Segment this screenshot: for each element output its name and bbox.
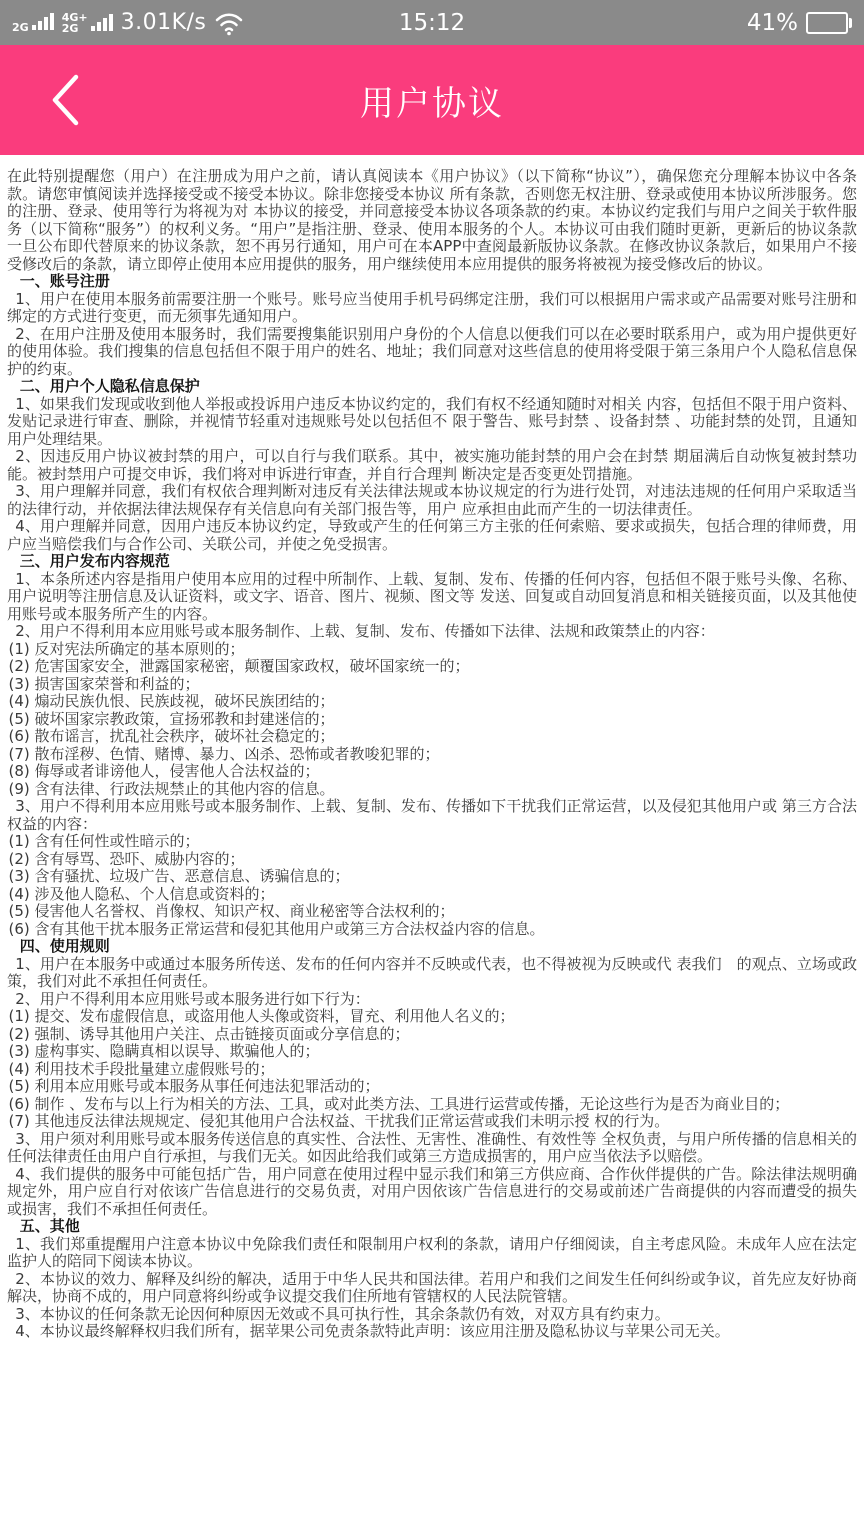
network-speed: 3.01K/s [120, 10, 207, 35]
agreement-para: 1、本条所述内容是指用户使用本应用的过程中所制作、上载、复制、发布、传播的任何内容，包括但不限于账号头像、名称、用户说明等注册信息及认证资料，或文字、语音、图片、视频、图文等 发送、回复或自动回复消息和相关链接页面，以及其他使用账号或本服务所产生的内容。 [7, 569, 857, 623]
agreement-para: 3、用户理解并同意，我们有权依合理判断对违反有关法律法规或本协议规定的行为进行处罚，对违法违规的任何用户采取适当的法律行动，并依据法律法规保存有关信息向有关部门报告等，用户 应承担由此而产生的一切法律责任。 [7, 482, 857, 518]
agreement-para: 1、用户在本服务中或通过本服务所传送、发布的任何内容并不反映或代表，也不得被视为反映或代 表我们 的观点、立场或政策，我们对此不承担任何责任。 [7, 954, 857, 990]
agreement-para: 1、我们郑重提醒用户注意本协议中免除我们责任和限制用户权利的条款，请用户仔细阅读，自主考虑风险。未成年人应在法定监护人的陪同下阅读本协议。 [7, 1234, 857, 1270]
agreement-item: (4) 涉及他人隐私、个人信息或资料的； [8, 884, 275, 903]
agreement-heading: 三、用户发布内容规范 [19, 552, 170, 570]
status-bar [0, 0, 864, 45]
agreement-item: (7) 散布淫秽、色情、赌博、暴力、凶杀、恐怖或者教唆犯罪的； [8, 744, 440, 763]
agreement-item: (4) 利用技术手段批量建立虚假账号的； [8, 1059, 275, 1078]
battery-percentage: 41% [746, 9, 798, 36]
clock: 15:12 [398, 9, 466, 36]
agreement-item: (8) 侮辱或者诽谤他人，侵害他人合法权益的； [8, 762, 320, 780]
page-title: 用户协议 [360, 83, 504, 124]
agreement-intro: 在此特别提醒您（用户）在注册成为用户之前，请认真阅读本《用户协议》（以下简称“协议”），确保您充分理解本协议中各条款。请您审慎阅读并选择接受或不接受本协议。除非您接受本协议 所有条款，否则您无权注册、登录或使用本协议所涉服务。您的注册、登录、使用等行为将视为对 本协议的接受，并同意接受本协议各项条款的约束。本协议约定我们与用户之间关于软件服务（以下简称“服务”）的权利义务。“用户”是指注册、登录、使用本服务的个人。本协议可由我们随时更新，更新后的协议条款一旦公布即代替原来的协议条款，恕不再另行通知，用户可在本APP中查阅最新版协议条款。在修改协议条款后，如果用户不接受修改后的条款，请立即停止使用本应用提供的服务，用户继续使用本应用提供的服务将被视为接受修改后的协议。 [7, 167, 857, 273]
agreement-item: (1) 提交、发布虚假信息，或盗用他人头像或资料，冒充、利用他人名义的； [8, 1007, 515, 1025]
agreement-item: (1) 反对宪法所确定的基本原则的； [8, 639, 245, 658]
agreement-para: 3、用户须对利用账号或本服务传送信息的真实性、合法性、无害性、准确性、有效性等 全权负责，与用户所传播的信息相关的任何法律责任由用户自行承担，与我们无关。如因此给我们或第三方造成损害的，用户应当依法予以赔偿。 [7, 1129, 857, 1165]
sim2-signal-icon [62, 12, 113, 34]
agreement-heading: 五、其他 [19, 1217, 80, 1235]
agreement-para: 4、本协议最终解释权归我们所有，据苹果公司免责条款特此声明：该应用注册及隐私协议与苹果公司无关。 [15, 1322, 730, 1340]
chevron-left-icon [48, 72, 82, 128]
agreement-item: (6) 散布谣言，扰乱社会秩序，破坏社会稳定的； [8, 727, 335, 745]
agreement-para: 3、用户不得利用本应用账号或本服务制作、上载、复制、发布、传播如下干扰我们正常运营，以及侵犯其他用户或 第三方合法权益的内容： [7, 797, 857, 833]
agreement-heading: 一、账号注册 [19, 272, 110, 290]
back-button[interactable] [48, 72, 84, 128]
agreement-heading: 二、用户个人隐私信息保护 [19, 377, 200, 395]
agreement-para: 2、在用户注册及使用本服务时，我们需要搜集能识别用户身份的个人信息以便我们可以在必要时联系用户，或为用户提供更好的使用体验。我们搜集的信息包括但不限于用户的姓名、地址；我们同意对这些信息的使用将受限于第三条用户个人隐私信息保护的约束。 [7, 324, 857, 378]
agreement-item: (4) 煽动民族仇恨、民族歧视，破坏民族团结的； [8, 692, 335, 710]
agreement-item: (6) 制作 、发布与以上行为相关的方法、工具，或对此类方法、工具进行运营或传播，无论这些行为是否为商业目的； [8, 1094, 790, 1113]
sim2-network-label-bottom: 2G [61, 21, 79, 35]
agreement-para: 3、本协议的任何条款无论因何种原因无效或不具可执行性，其余条款仍有效，对双方具有约束力。 [15, 1304, 670, 1323]
agreement-heading: 四、使用规则 [19, 937, 110, 955]
agreement-item: (9) 含有法律、行政法规禁止的其他内容的信息。 [8, 779, 335, 798]
agreement-item: (2) 含有辱骂、恐吓、威胁内容的； [8, 849, 245, 868]
agreement-para: 1、用户在使用本服务前需要注册一个账号。账号应当使用手机号码绑定注册，我们可以根据用户需求或产品需要对账号注册和绑定的方式进行变更，而无须事先通知用户。 [7, 289, 857, 325]
agreement-item: (5) 侵害他人名誉权、肖像权、知识产权、商业秘密等合法权利的； [8, 902, 455, 920]
agreement-para: 1、如果我们发现或收到他人举报或投诉用户违反本协议约定的，我们有权不经通知随时对相关 内容，包括但不限于用户资料、发贴记录进行审查、删除，并视情节轻重对违规账号处以包括但不 限于警告、账号封禁 、设备封禁 、功能封禁的处罚，且通知用户处理结果。 [7, 394, 857, 448]
signal-bars-icon [91, 14, 113, 34]
agreement-para: 4、我们提供的服务中可能包括广告，用户同意在使用过程中显示我们和第三方供应商、合作伙伴提供的广告。除法律法规明确规定外，用户应自行对依该广告信息进行的交易负责，对用户因依该广告信息进行的交易或前述广告商提供的内容而遭受的损失或损害，我们不承担任何责任。 [7, 1164, 857, 1218]
agreement-item: (3) 损害国家荣誉和利益的； [8, 674, 200, 693]
agreement-item: (1) 含有任何性或性暗示的； [8, 832, 200, 850]
sim1-signal-icon [12, 13, 54, 33]
sim1-network-label: 2G [12, 20, 29, 34]
agreement-para: 2、本协议的效力、解释及纠纷的解决，适用于中华人民共和国法律。若用户和我们之间发生任何纠纷或争议，首先应友好协商解决，协商不成的，用户同意将纠纷或争议提交我们住所地有管辖权的人民法院管辖。 [7, 1269, 857, 1305]
agreement-item: (5) 破坏国家宗教政策，宣扬邪教和封建迷信的； [8, 709, 335, 728]
sim2-network-label-top: 4G+ [61, 10, 88, 24]
agreement-item: (5) 利用本应用账号或本服务从事任何违法犯罪活动的； [8, 1077, 380, 1095]
wifi-icon [214, 10, 244, 36]
agreement-item: (3) 虚构事实、隐瞒真相以误导、欺骗他人的； [8, 1042, 320, 1060]
agreement-para: 2、因违反用户协议被封禁的用户，可以自行与我们联系。其中，被实施功能封禁的用户会在封禁 期届满后自动恢复被封禁功能。被封禁用户可提交申诉，我们将对申诉进行审查，并自行合理判 断决定是否变更处罚措施。 [7, 447, 857, 483]
navigation-bar [0, 45, 864, 155]
signal-bars-icon [32, 13, 54, 33]
agreement-item: (2) 强制、诱导其他用户关注、点击链接页面或分享信息的； [8, 1024, 410, 1043]
agreement-para: 2、用户不得利用本应用账号或本服务制作、上载、复制、发布、传播如下法律、法规和政策禁止的内容： [15, 622, 715, 640]
agreement-para: 4、用户理解并同意，因用户违反本协议约定，导致或产生的任何第三方主张的任何索赔、要求或损失，包括合理的律师费，用户应当赔偿我们与合作公司、关联公司，并使之免受损害。 [7, 517, 857, 553]
agreement-item: (3) 含有骚扰、垃圾广告、恶意信息、诱骗信息的； [8, 867, 350, 885]
agreement-item: (2) 危害国家安全，泄露国家秘密，颠覆国家政权，破坏国家统一的； [8, 657, 470, 675]
agreement-para: 2、用户不得利用本应用账号或本服务进行如下行为： [15, 989, 370, 1008]
agreement-body[interactable] [0, 155, 864, 1341]
battery-icon [806, 12, 852, 34]
agreement-item: (6) 含有其他干扰本服务正常运营和侵犯其他用户或第三方合法权益内容的信息。 [8, 919, 545, 938]
agreement-item: (7) 其他违反法律法规规定、侵犯其他用户合法权益、干扰我们正常运营或我们未明示授 权的行为。 [8, 1112, 670, 1130]
